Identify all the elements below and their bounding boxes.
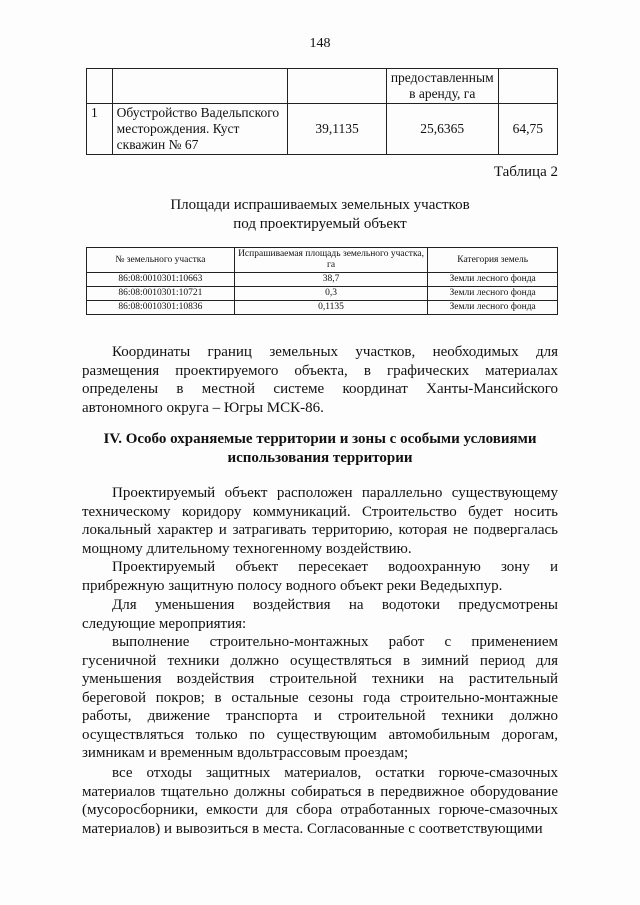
page-number: 148 (309, 36, 331, 51)
paragraph (82, 764, 558, 838)
paragraph (82, 343, 558, 417)
table-row (87, 104, 558, 155)
table-row (87, 287, 558, 301)
table-header-cell: Категория земель (428, 248, 558, 273)
paragraph-text: Проектируемый объект пересекает водоохранную зону и прибрежную защитную полосу водного объект реки Ведедыхпур. (82, 559, 558, 594)
table-title (0, 196, 640, 234)
table-title-line: под проектируемый объект (233, 216, 407, 232)
table-header-cell: предоставленным в аренду, га (386, 69, 498, 104)
table-header-cell: Испрашиваемая площадь земельного участка, га (234, 248, 428, 273)
table-header-cell: № земельного участка (87, 248, 235, 273)
table-title-line: Площади испрашиваемых земельных участков (170, 197, 470, 213)
table-header-row (87, 248, 558, 273)
land-table-fragment (86, 68, 558, 155)
table-cell: Обустройство Вадельпского месторождения. Куст скважин № 67 (112, 104, 288, 155)
paragraph (82, 484, 558, 558)
paragraph-text: Проектируемый объект расположен параллельно существующему техническому коридору коммуникаций. Строительство будет носить локальный характер и затрагивать территорию, которая не подвергалась мощному длительному техногенному воздействию. (82, 485, 558, 557)
section-heading: IV. Особо охраняемые территории и зоны с особыми условиями использования территории (103, 431, 537, 466)
table-cell: Земли лесного фонда (428, 301, 558, 315)
paragraph (82, 558, 558, 595)
table-row (87, 69, 558, 104)
land-plots-table (86, 247, 558, 315)
paragraph (82, 596, 558, 633)
table-cell: 0,1135 (234, 301, 428, 315)
table-cell: 0,3 (234, 287, 428, 301)
paragraph-text: все отходы защитных материалов, остатки горюче-смазочных материалов тщательно должны собираться в передвижное оборудование (мусоросборники, емкости для сбора отработанных горюче-смазочных материалов) и вывозиться в места. Согласованные с соответствующими (82, 765, 558, 837)
table-cell: 38,7 (234, 273, 428, 287)
paragraph (82, 633, 558, 763)
table-caption: Таблица 2 (493, 164, 558, 180)
table-cell: 86:08:0010301:10663 (87, 273, 235, 287)
table-row (87, 273, 558, 287)
table-cell: Земли лесного фонда (428, 273, 558, 287)
table-cell: Земли лесного фонда (428, 287, 558, 301)
table-cell: 64,75 (498, 104, 557, 155)
paragraph-text: Для уменьшения воздействия на водотоки предусмотрены следующие мероприятия: (82, 597, 558, 632)
table-cell: 39,1135 (288, 104, 387, 155)
table-cell: 1 (87, 104, 113, 155)
table-row (87, 301, 558, 315)
table-cell: 86:08:0010301:10836 (87, 301, 235, 315)
table-cell: 86:08:0010301:10721 (87, 287, 235, 301)
table-cell: 25,6365 (386, 104, 498, 155)
paragraph-text: Координаты границ земельных участков, необходимых для размещения проектируемого объекта, в графических материалах определены в местной системе координат Ханты-Мансийского автономного округа – Югры МСК-86. (82, 344, 558, 416)
paragraph-text: выполнение строительно-монтажных работ с применением гусеничной техники должно осуществляться в зимний период для уменьшения воздействия строительной техники на растительный береговой покров; в остальные сезоны года строительно-монтажные работы, движение транспорта и строительной техники должно осуществляться только по существующим автомобильным дорогам, зимникам и временным вдольтрассовым проездам; (82, 634, 558, 761)
